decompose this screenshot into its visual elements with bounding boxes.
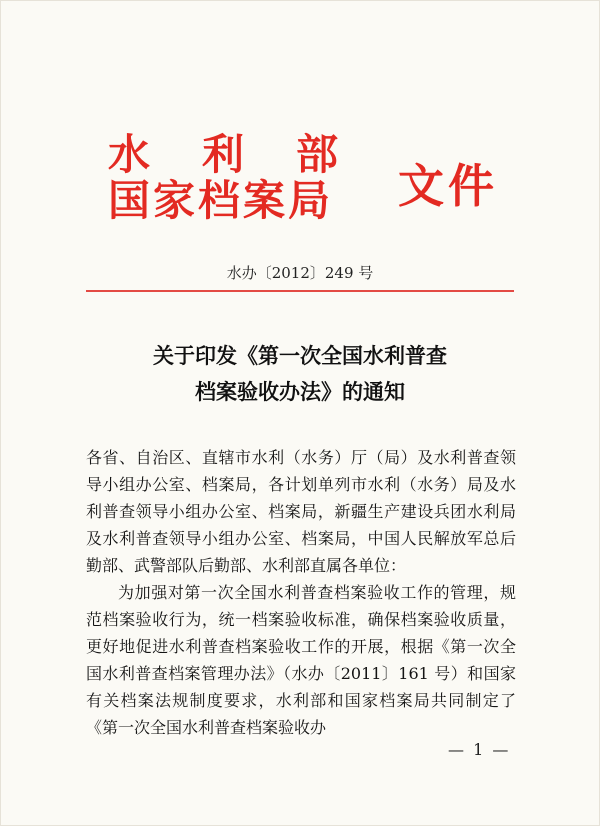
page-number: — 1 —	[448, 740, 511, 759]
issuer-ministry-of-water-resources: 水利部	[108, 130, 391, 179]
issuer-national-archives-administration: 国家档案局	[108, 176, 334, 225]
document-title	[0, 338, 600, 410]
recipients-paragraph: 各省、自治区、直辖市水利（水务）厅（局）及水利普查领导小组办公室、档案局，各计划单列市水利（水务）局及水利普查领导小组办公室、档案局，新疆生产建设兵团水利局及水利普查领导小组办公室、档案局，中国人民解放军总后勤部、武警部队后勤部、水利部直属各单位：	[86, 448, 516, 575]
issuing-authorities	[108, 132, 390, 224]
document-number: 水办〔2012〕249 号	[226, 264, 374, 282]
title-line-1: 关于印发《第一次全国水利普查	[153, 343, 447, 368]
body-paragraph-1: 为加强对第一次全国水利普查档案验收工作的管理，规范档案验收行为，统一档案验收标准，确保档案验收质量，更好地促进水利普查档案验收工作的开展，根据《第一次全国水利普查档案管理办法》（水办〔2011〕161 号）和国家有关档案法规制度要求，水利部和国家档案局共同制定了《第一次全国水利普查档案验收办	[86, 583, 516, 737]
title-line-2: 档案验收办法》的通知	[195, 379, 405, 404]
red-separator-line	[86, 290, 514, 292]
document-body	[86, 444, 516, 741]
document-kind-label: 文件	[398, 159, 498, 213]
